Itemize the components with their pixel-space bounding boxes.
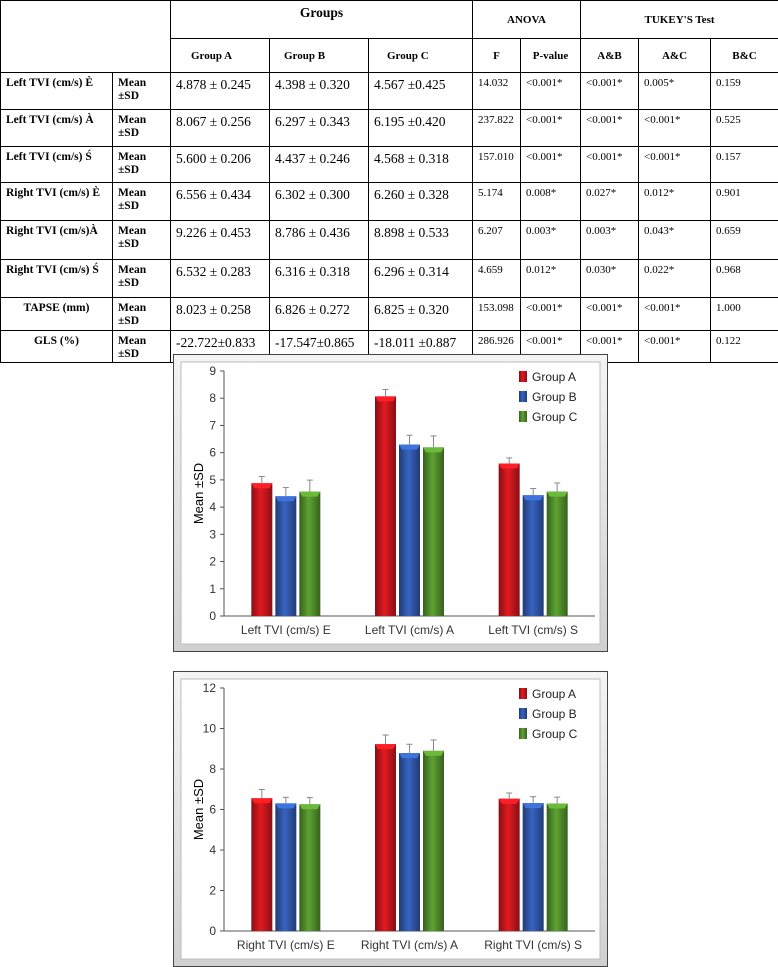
group-a-header: Group A bbox=[171, 39, 270, 73]
row-label: Right TVI (cm/s) Ś bbox=[1, 260, 113, 298]
legend-swatch bbox=[519, 708, 527, 719]
bar-cap bbox=[375, 396, 396, 401]
p-value: <0.001* bbox=[521, 298, 581, 331]
group-b-value: 6.826 ± 0.272 bbox=[270, 298, 369, 331]
group-b-value: 6.302 ± 0.300 bbox=[270, 183, 369, 221]
bc-value: 0.157 bbox=[711, 147, 778, 183]
p-value: <0.001* bbox=[521, 331, 581, 363]
bar-group-c bbox=[299, 804, 320, 931]
row-stat: Mean ±SD bbox=[113, 298, 171, 331]
legend-label: Group C bbox=[532, 410, 578, 424]
table-row bbox=[1, 183, 778, 221]
legend-swatch bbox=[519, 371, 527, 382]
bar-cap bbox=[299, 492, 320, 497]
bc-value: 0.122 bbox=[711, 331, 778, 363]
anova-header: ANOVA bbox=[473, 1, 581, 39]
bar-group-a bbox=[251, 798, 272, 931]
y-tick-label: 1 bbox=[209, 581, 216, 596]
legend-swatch bbox=[519, 728, 527, 739]
bar-cap bbox=[499, 464, 520, 469]
y-axis-label: Mean ±SD bbox=[191, 462, 206, 525]
bar-group-b bbox=[523, 495, 544, 616]
y-tick-label: 12 bbox=[202, 681, 216, 695]
f-value: 6.207 bbox=[473, 221, 521, 260]
group-a-value: 9.226 ± 0.453 bbox=[171, 221, 270, 260]
bar-group-b bbox=[275, 496, 296, 616]
bc-header: B&C bbox=[711, 39, 778, 73]
f-header: F bbox=[473, 39, 521, 73]
ac-value: 0.043* bbox=[639, 221, 711, 260]
y-tick-label: 6 bbox=[209, 802, 216, 817]
table-row bbox=[1, 147, 778, 183]
legend-swatch bbox=[519, 391, 527, 402]
bc-value: 0.159 bbox=[711, 73, 778, 110]
y-tick-label: 6 bbox=[209, 445, 216, 460]
bar-cap bbox=[275, 803, 296, 808]
f-value: 237.822 bbox=[473, 110, 521, 147]
group-c-value: 6.296 ± 0.314 bbox=[369, 260, 473, 298]
bar-cap bbox=[299, 804, 320, 809]
row-stat: Mean ±SD bbox=[113, 73, 171, 110]
bc-value: 1.000 bbox=[711, 298, 778, 331]
y-tick-label: 2 bbox=[209, 883, 216, 898]
bar-group-c bbox=[423, 751, 444, 931]
row-stat: Mean ±SD bbox=[113, 147, 171, 183]
tukey-header: TUKEY'S Test bbox=[581, 1, 778, 39]
left-tvi-chart bbox=[173, 354, 608, 652]
row-label: Left TVI (cm/s) Ś bbox=[1, 147, 113, 183]
row-stat: Mean ±SD bbox=[113, 183, 171, 221]
bar-cap bbox=[547, 492, 568, 497]
ac-value: <0.001* bbox=[639, 331, 711, 363]
group-a-value: 8.067 ± 0.256 bbox=[171, 110, 270, 147]
bar-group-b bbox=[399, 753, 420, 931]
legend-label: Group B bbox=[532, 390, 577, 404]
y-tick-label: 4 bbox=[209, 500, 216, 515]
p-value: <0.001* bbox=[521, 147, 581, 183]
y-tick-label: 9 bbox=[209, 364, 216, 378]
x-category-label: Right TVI (cm/s) E bbox=[236, 938, 335, 952]
f-value: 4.659 bbox=[473, 260, 521, 298]
ac-value: <0.001* bbox=[639, 298, 711, 331]
bar-cap bbox=[423, 447, 444, 452]
ac-value: <0.001* bbox=[639, 110, 711, 147]
f-value: 14.032 bbox=[473, 73, 521, 110]
table-row bbox=[1, 298, 778, 331]
bar-cap bbox=[523, 803, 544, 808]
ac-value: 0.005* bbox=[639, 73, 711, 110]
table-row bbox=[1, 110, 778, 147]
group-b-value: 8.786 ± 0.436 bbox=[270, 221, 369, 260]
y-tick-label: 0 bbox=[209, 924, 216, 938]
bc-value: 0.525 bbox=[711, 110, 778, 147]
ab-value: 0.003* bbox=[581, 221, 639, 260]
bar-group-a bbox=[251, 483, 272, 616]
group-c-value: 8.898 ± 0.533 bbox=[369, 221, 473, 260]
y-tick-label: 4 bbox=[209, 843, 216, 857]
bar-group-a bbox=[375, 396, 396, 616]
bc-value: 0.901 bbox=[711, 183, 778, 221]
p-value-header: P-value bbox=[521, 39, 581, 73]
ac-value: 0.012* bbox=[639, 183, 711, 221]
p-value: <0.001* bbox=[521, 73, 581, 110]
f-value: 157.010 bbox=[473, 147, 521, 183]
bar-cap bbox=[251, 798, 272, 803]
bar-cap bbox=[375, 744, 396, 749]
ac-value: 0.022* bbox=[639, 260, 711, 298]
x-category-label: Right TVI (cm/s) S bbox=[484, 938, 583, 952]
p-value: 0.008* bbox=[521, 183, 581, 221]
x-category-label: Left TVI (cm/s) S bbox=[488, 623, 579, 637]
bar-group-c bbox=[547, 804, 568, 931]
bar-group-a bbox=[499, 464, 520, 616]
table-row bbox=[1, 221, 778, 260]
group-b-value: 4.398 ± 0.320 bbox=[270, 73, 369, 110]
bar-group-a bbox=[499, 799, 520, 931]
x-category-label: Right TVI (cm/s) A bbox=[360, 938, 459, 952]
bar-cap bbox=[275, 496, 296, 501]
stats-table bbox=[0, 0, 778, 363]
ab-value: <0.001* bbox=[581, 110, 639, 147]
ab-value: 0.030* bbox=[581, 260, 639, 298]
group-b-value: 6.297 ± 0.343 bbox=[270, 110, 369, 147]
group-a-value: 4.878 ± 0.245 bbox=[171, 73, 270, 110]
bar-group-b bbox=[275, 803, 296, 931]
group-c-value: 4.568 ± 0.318 bbox=[369, 147, 473, 183]
y-tick-label: 2 bbox=[209, 554, 216, 569]
ab-value: <0.001* bbox=[581, 331, 639, 363]
table-corner bbox=[1, 1, 171, 73]
p-value: 0.012* bbox=[521, 260, 581, 298]
groups-header: Groups bbox=[171, 1, 473, 39]
group-c-value: 4.567 ±0.425 bbox=[369, 73, 473, 110]
group-b-header: Group B bbox=[270, 39, 369, 73]
legend-label: Group A bbox=[532, 687, 577, 701]
row-stat: Mean ±SD bbox=[113, 110, 171, 147]
y-tick-label: 8 bbox=[209, 391, 216, 406]
f-value: 286.926 bbox=[473, 331, 521, 363]
row-label: GLS (%) bbox=[1, 331, 113, 363]
row-label: Left TVI (cm/s) È bbox=[1, 73, 113, 110]
group-b-value: 6.316 ± 0.318 bbox=[270, 260, 369, 298]
y-tick-label: 3 bbox=[209, 527, 216, 542]
row-label: Right TVI (cm/s) È bbox=[1, 183, 113, 221]
group-a-value: 6.556 ± 0.434 bbox=[171, 183, 270, 221]
row-stat: Mean ±SD bbox=[113, 221, 171, 260]
group-a-value: 5.600 ± 0.206 bbox=[171, 147, 270, 183]
x-category-label: Left TVI (cm/s) E bbox=[240, 623, 331, 637]
row-label: Left TVI (cm/s) À bbox=[1, 110, 113, 147]
legend-label: Group C bbox=[532, 727, 578, 741]
group-b-value: 4.437 ± 0.246 bbox=[270, 147, 369, 183]
bar-group-b bbox=[399, 445, 420, 616]
legend-label: Group A bbox=[532, 370, 577, 384]
ac-header: A&C bbox=[639, 39, 711, 73]
bar-cap bbox=[399, 445, 420, 450]
bc-value: 0.968 bbox=[711, 260, 778, 298]
ab-value: 0.027* bbox=[581, 183, 639, 221]
ab-value: <0.001* bbox=[581, 298, 639, 331]
y-tick-label: 7 bbox=[209, 418, 216, 433]
bar-group-c bbox=[547, 492, 568, 616]
y-tick-label: 8 bbox=[209, 762, 216, 776]
table-row bbox=[1, 260, 778, 298]
row-stat: Mean ±SD bbox=[113, 260, 171, 298]
left-tvi-chart-svg bbox=[174, 355, 607, 651]
bar-group-a bbox=[375, 744, 396, 931]
bar-cap bbox=[523, 495, 544, 500]
bar-cap bbox=[547, 804, 568, 809]
table-row bbox=[1, 73, 778, 110]
legend-swatch bbox=[519, 411, 527, 422]
ab-value: <0.001* bbox=[581, 147, 639, 183]
bar-group-b bbox=[523, 803, 544, 931]
right-tvi-chart bbox=[173, 671, 608, 967]
bar-cap bbox=[399, 753, 420, 758]
row-label: Right TVI (cm/s)À bbox=[1, 221, 113, 260]
group-c-value: 6.195 ±0.420 bbox=[369, 110, 473, 147]
ab-value: <0.001* bbox=[581, 73, 639, 110]
x-category-label: Left TVI (cm/s) A bbox=[364, 623, 455, 637]
group-a-value: -22.722±0.833 bbox=[171, 331, 270, 363]
bar-group-c bbox=[423, 447, 444, 616]
group-b-value: -17.547±0.865 bbox=[270, 331, 369, 363]
legend-label: Group B bbox=[532, 707, 577, 721]
bar-group-c bbox=[299, 492, 320, 616]
legend-swatch bbox=[519, 688, 527, 699]
ab-header: A&B bbox=[581, 39, 639, 73]
p-value: <0.001* bbox=[521, 110, 581, 147]
group-a-value: 6.532 ± 0.283 bbox=[171, 260, 270, 298]
f-value: 153.098 bbox=[473, 298, 521, 331]
bar-cap bbox=[499, 799, 520, 804]
y-tick-label: 10 bbox=[202, 721, 216, 736]
y-axis-label: Mean ±SD bbox=[191, 778, 206, 841]
group-c-header: Group C bbox=[369, 39, 473, 73]
row-label: TAPSE (mm) bbox=[1, 298, 113, 331]
group-c-value: 6.825 ± 0.320 bbox=[369, 298, 473, 331]
y-tick-label: 0 bbox=[209, 609, 216, 623]
bc-value: 0.659 bbox=[711, 221, 778, 260]
f-value: 5.174 bbox=[473, 183, 521, 221]
p-value: 0.003* bbox=[521, 221, 581, 260]
right-tvi-chart-svg bbox=[174, 672, 607, 966]
group-c-value: -18.011 ±0.887 bbox=[369, 331, 473, 363]
bar-cap bbox=[251, 483, 272, 488]
ac-value: <0.001* bbox=[639, 147, 711, 183]
group-c-value: 6.260 ± 0.328 bbox=[369, 183, 473, 221]
group-a-value: 8.023 ± 0.258 bbox=[171, 298, 270, 331]
row-stat: Mean ±SD bbox=[113, 331, 171, 363]
y-tick-label: 5 bbox=[209, 472, 216, 487]
bar-cap bbox=[423, 751, 444, 756]
